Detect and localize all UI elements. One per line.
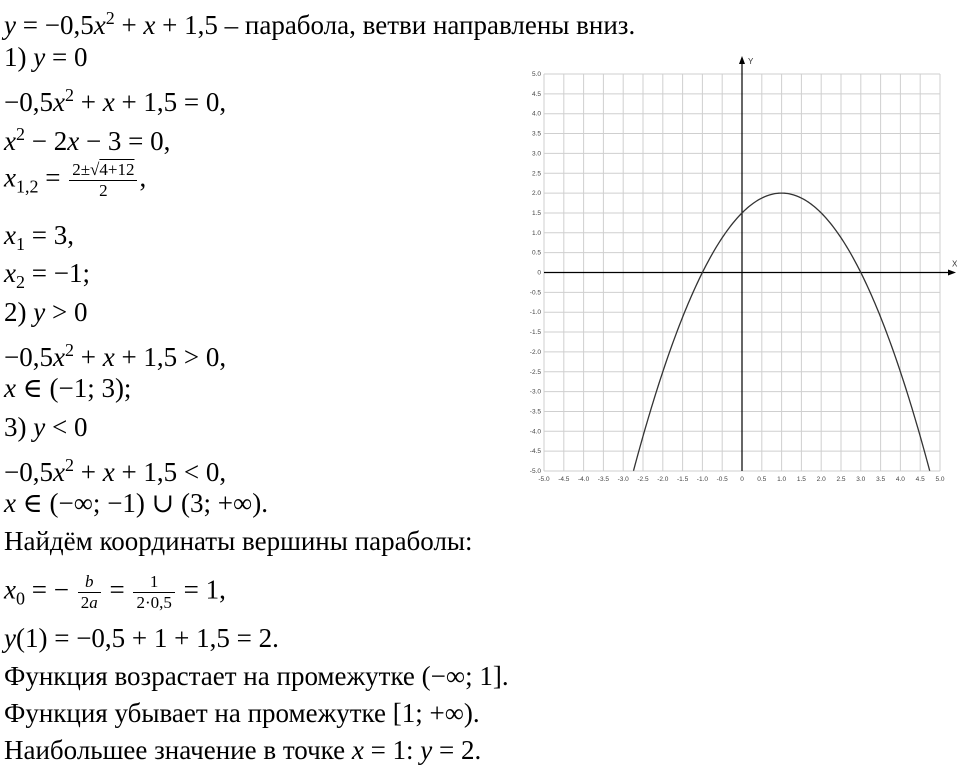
x-tick-label: 2.0 [816, 476, 826, 483]
solution-line-17: Функция возрастает на промежутке (−∞; 1]. [4, 661, 509, 691]
solution-line-10: x ∈ (−1; 3); [4, 373, 132, 403]
x-tick-label: 1.5 [796, 476, 806, 483]
y-tick-label: 4.5 [531, 90, 541, 98]
solution-line-13: x ∈ (−∞; −1) ∪ (3; +∞). [4, 488, 268, 518]
x-tick-label: -3.0 [617, 476, 629, 483]
parabola-graph [520, 55, 960, 485]
x-tick-label: 3.0 [856, 476, 866, 483]
y-tick-label: -4.0 [529, 428, 541, 436]
x-tick-label: 0 [740, 476, 744, 483]
y-tick-label: -0.5 [529, 289, 541, 297]
solution-line-16: y(1) = −0,5 + 1 + 1,5 = 2. [4, 623, 279, 653]
x-tick-label: -2.5 [637, 476, 649, 483]
x-tick-label: 0.5 [757, 476, 767, 483]
solution-line-18: Функция убывает на промежутке [1; +∞). [4, 698, 480, 728]
y-axis-label: Y [748, 57, 754, 66]
x-tick-label: 4.5 [915, 476, 925, 483]
y-tick-label: -1.0 [529, 309, 541, 317]
x-tick-label: 5.0 [935, 476, 945, 483]
x-tick-label: 3.5 [876, 476, 886, 483]
solution-line-3: $-0,5x^2 + x + 1,5 = 0$, [4, 85, 227, 117]
solution-line-12: $-0,5x^2 + x + 1,5 < 0$, [4, 455, 227, 487]
solution-line-8: 2) y > 0 [4, 297, 88, 327]
y-tick-label: 1.5 [531, 209, 541, 217]
y-tick-label: 2.5 [531, 170, 541, 178]
solution-line-15: $x_0$ = − $\frac{b}{2a}$ = $\frac{1}{2\cdot 0,5}$ = 1, [4, 572, 226, 612]
y-tick-label: 5.0 [531, 71, 541, 78]
x-tick-label: -1.0 [696, 476, 709, 483]
y-tick-label: -1.5 [529, 329, 541, 337]
x-tick-label: 4.0 [895, 476, 905, 483]
solution-line-11: 3) y < 0 [4, 412, 88, 442]
solution-line-19: Наибольшее значение в точке x = 1: y = 2. [4, 735, 482, 765]
y-tick-label: -5.0 [529, 468, 541, 475]
fraction-b-2a: $\frac{b}{2a}$ [78, 572, 101, 613]
fraction-1-over: $\frac{1}{2\cdot 0,5}$ [133, 572, 174, 613]
x-tick-label: -2.0 [657, 476, 669, 483]
solution-line-5: $x_{1,2}$ = $\frac{2\pm√4+12}{2}$ , [4, 160, 147, 200]
y-tick-label: -4.5 [529, 448, 541, 456]
fraction-quadratic: $\frac{2\pm√4+12}{2}$ [69, 160, 137, 201]
y-axis-arrow [739, 56, 745, 64]
y-tick-label: 0 [537, 269, 541, 277]
solution-line-9: $-0,5x^2 + x + 1,5 > 0$, [4, 340, 227, 372]
x-axis-arrow [948, 270, 956, 276]
y-tick-label: 3.0 [531, 150, 541, 158]
y-tick-label: -2.0 [529, 348, 541, 356]
x-tick-label: 1.0 [777, 476, 787, 483]
solution-line-2: 1) y = 0 [4, 42, 88, 72]
y-tick-label: 4.0 [531, 110, 541, 118]
y-tick-label: 0.5 [531, 249, 541, 257]
x-tick-label: -3.5 [597, 476, 610, 483]
solution-line-6: $x_1 = 3$, [4, 220, 74, 254]
x-tick-label: -0.5 [716, 476, 728, 483]
y-tick-label: -3.5 [529, 408, 541, 416]
solution-line-4: $x^2 - 2x - 3 = 0$, [4, 124, 171, 156]
y-tick-label: -3.0 [529, 388, 541, 396]
x-tick-label: -5.0 [538, 476, 550, 483]
x-tick-label: -4.5 [558, 476, 570, 483]
solution-line-7: $x_2 = -1$; [4, 258, 90, 292]
solution-line-1: $y = -0,5x^2 + x + 1,5$ – парабола, ветви направлены вниз. [4, 8, 636, 40]
x-tick-label: -4.0 [577, 476, 590, 483]
y-tick-label: 2.0 [531, 190, 541, 198]
solution-line-14: Найдём координаты вершины параболы: [4, 526, 473, 556]
y-tick-label: 3.5 [531, 130, 541, 138]
x-tick-label: -1.5 [676, 476, 689, 483]
x-tick-label: 2.5 [836, 476, 846, 483]
x-axis-label: X [952, 259, 958, 269]
y-tick-label: -2.5 [529, 368, 541, 376]
y-tick-label: 1.0 [531, 229, 541, 237]
